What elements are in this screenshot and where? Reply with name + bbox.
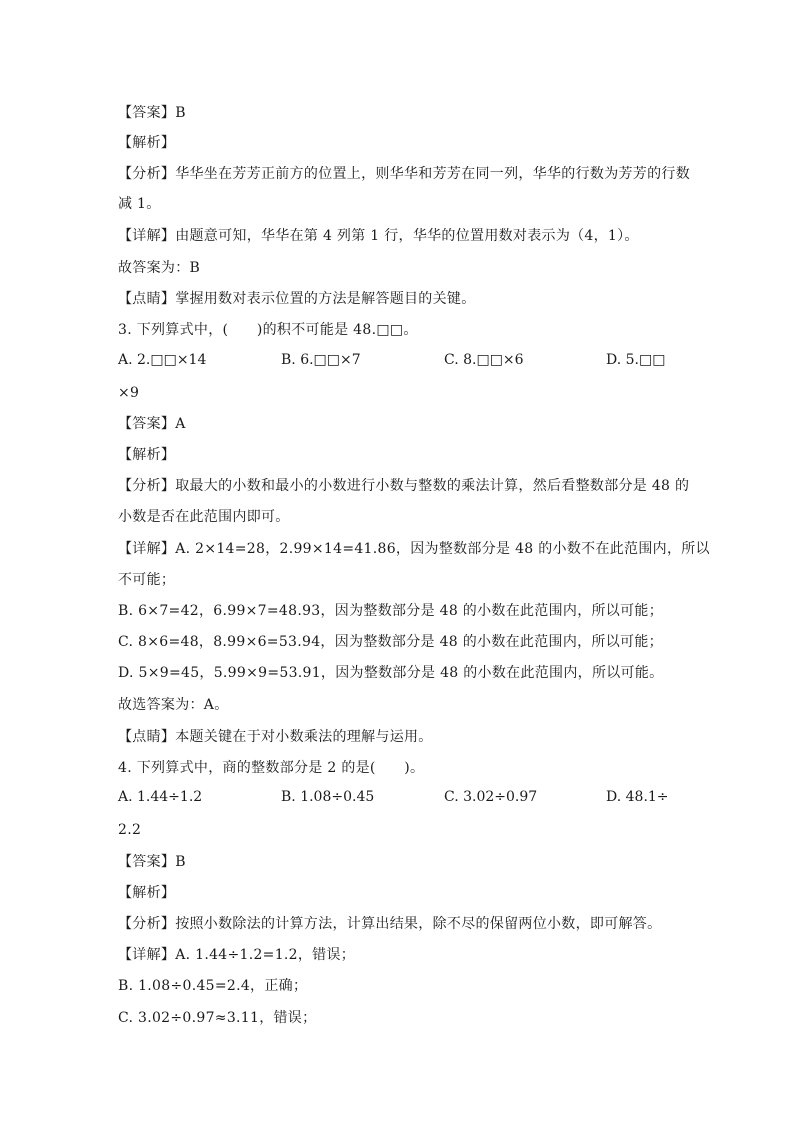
question-4-option-d-continued: 2.2	[118, 822, 142, 838]
answer-line: 【答案】A	[118, 416, 186, 432]
question-4-option-a: A. 1.44÷1.2	[118, 789, 203, 805]
analysis-detail-line: C. 8×6=48，8.99×6=53.94，因为整数部分是 48 的小数在此范围内，所以可能；	[118, 634, 663, 650]
analysis-heading: 【解析】	[118, 135, 176, 151]
question-4-option-d: D. 48.1÷	[606, 789, 669, 805]
analysis-detail-line: 【详解】A. 1.44÷1.2=1.2，错误；	[118, 947, 356, 963]
analysis-detail-line: C. 3.02÷0.97≈3.11，错误；	[118, 1010, 317, 1026]
analysis-detail-line: B. 6×7=42，6.99×7=48.93，因为整数部分是 48 的小数在此范围内，所以可能；	[118, 603, 664, 619]
analysis-heading: 【解析】	[118, 447, 176, 463]
question-4-stem: 4. 下列算式中，商的整数部分是 2 的是( )。	[118, 760, 425, 776]
analysis-fenxi-line: 【分析】按照小数除法的计算方法，计算出结果，除不尽的保留两位小数，即可解答。	[118, 916, 662, 932]
analysis-heading: 【解析】	[118, 885, 176, 901]
analysis-detail-line: 【详解】A. 2×14=28，2.99×14=41.86，因为整数部分是 48 的小数不在此范围内，所以	[118, 541, 710, 557]
analysis-detail-line: 【详解】由题意可知，华华在第 4 列第 1 行，华华的位置用数对表示为（4，1）。	[118, 228, 639, 244]
question-3-option-c: C. 8.□□×6	[444, 352, 524, 368]
answer-line: 【答案】B	[118, 105, 186, 121]
final-answer-line: 故选答案为：A。	[118, 697, 229, 713]
analysis-fenxi-line: 小数是否在此范围内即可。	[118, 509, 290, 525]
analysis-fenxi-line: 【分析】华华坐在芳芳正前方的位置上，则华华和芳芳在同一列，华华的行数为芳芳的行数	[118, 166, 690, 182]
dianjing-line: 【点睛】本题关键在于对小数乘法的理解与运用。	[118, 729, 433, 745]
dianjing-line: 【点睛】掌握用数对表示位置的方法是解答题目的关键。	[118, 291, 476, 307]
analysis-detail-line: 不可能；	[118, 572, 176, 588]
question-3-stem: 3. 下列算式中，( )的积不可能是 48.□□。	[118, 322, 418, 338]
question-3-option-b: B. 6.□□×7	[281, 352, 361, 368]
final-answer-line: 故答案为：B	[118, 260, 201, 276]
question-3-option-d: D. 5.□□	[606, 352, 666, 368]
analysis-detail-line: D. 5×9=45，5.99×9=53.91，因为整数部分是 48 的小数在此范围内，所以可能。	[118, 665, 664, 681]
answer-line: 【答案】B	[118, 854, 186, 870]
question-4-option-c: C. 3.02÷0.97	[444, 789, 538, 805]
question-4-option-b: B. 1.08÷0.45	[281, 789, 375, 805]
question-3-option-d-continued: ×9	[118, 385, 140, 401]
analysis-fenxi-line: 减 1。	[118, 196, 161, 212]
analysis-fenxi-line: 【分析】取最大的小数和最小的小数进行小数与整数的乘法计算，然后看整数部分是 48 的	[118, 478, 690, 494]
analysis-detail-line: B. 1.08÷0.45=2.4，正确；	[118, 978, 308, 994]
question-3-option-a: A. 2.□□×14	[118, 352, 207, 368]
